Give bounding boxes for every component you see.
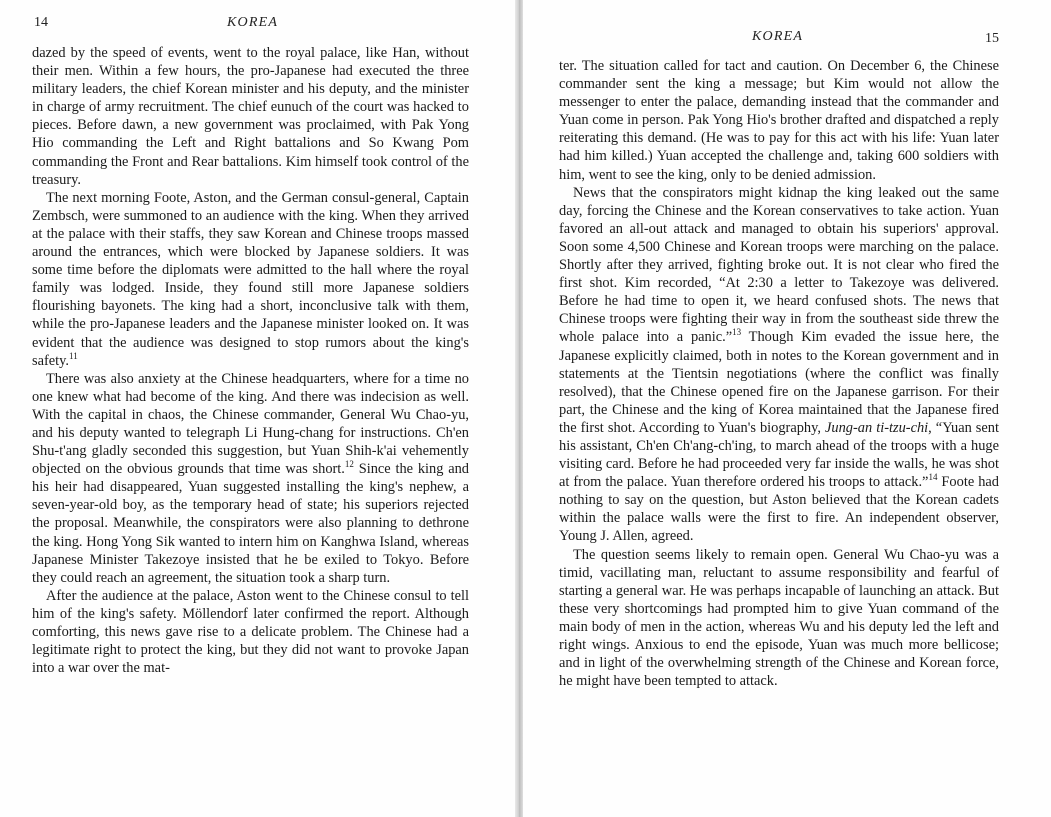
running-head: KOREA — [227, 15, 279, 30]
paragraph — [32, 189, 469, 370]
paragraph — [32, 370, 469, 587]
left-page — [0, 0, 515, 817]
paragraph — [32, 44, 469, 189]
paragraph — [559, 184, 999, 546]
paragraph — [559, 57, 999, 184]
paragraph-text: Foote had nothing to say on the question, but Aston believed that the Korean cadets within the palace walls were the first to fire. An independent observer, Young J. Allen, agreed. — [559, 474, 999, 545]
footnote-marker: 12 — [344, 459, 354, 470]
paragraph-text: ter. The situation called for tact and caution. On December 6, the Chinese commander sent the king a message; but Kim would not allow the messenger to enter the palace, demanding instead that the commander and Yuan come in person. Pak Yong Hio's brother drafted and dispatched a reply reiterating this demand. (He was to pay for this act with his life: Yuan later had him killed.) Yuan accepted the challenge and, taking 600 soldiers with him, went to see the king, only to be denied admission. — [559, 58, 999, 183]
right-page — [523, 0, 1051, 817]
paragraph-text: dazed by the speed of events, went to the royal palace, like Han, without their men. Within a few hours, the pro-Japanese had executed the three military leaders, the chief Korean minister and his deputy, and the minister in charge of army recruitment. The chief eunuch of the court was hacked to pieces. Before dawn, a new government was proclaimed, with Pak Yong Hio commanding the Left and Right battalions and So Kwang Pom commanding the Front and Rear battalions. Kim himself took control of the treasury. — [32, 45, 469, 188]
right-body-text — [559, 57, 999, 690]
left-body-text — [32, 44, 469, 677]
footnote-marker: 14 — [928, 472, 938, 483]
book-gutter — [515, 0, 523, 817]
paragraph-text: , “Yuan sent his assistant, Ch'en Ch'ang-ch'ing, to march ahead of the troops with a huge visiting card. Before he had proceeded very far inside the walls, he was shot at from the palace. Yuan therefore ordered his troops to attack.” — [559, 419, 999, 491]
paragraph-text: After the audience at the palace, Aston went to the Chinese consul to tell him of the king's safety. Möllendorf later confirmed the report. Although comforting, this news gave rise to a delicate problem. The Chinese had a legitimate right to protect the king, but they did not want to provoke Japan into a war over the mat- — [32, 587, 469, 677]
paragraph — [32, 587, 469, 677]
paragraph-text: There was also anxiety at the Chinese headquarters, where for a time no one knew what had become of the king. And there was indecision as well. With the capital in chaos, the Chinese commander, General Wu Chao-yu, and his deputy wanted to telegraph Li Hung-chang for instructions. Ch'en Shu-t'ang gladly seconded this suggestion, but Yuan Shih-k'ai vehemently objected on the obvious grounds that time was short. — [32, 370, 469, 478]
page-number: 14 — [34, 15, 48, 30]
paragraph-text: The next morning Foote, Aston, and the German consul-general, Captain Zembsch, were summoned to an audience with the king. When they arrived at the palace with their staffs, they saw Korean and Chinese troops massed around the entrances, which were blocked by Japanese soldiers. It was some time before the diplomats were admitted to the hall where the royal family was lodged. Inside, they found still more Japanese soldiers flourishing bayonets. The king had a short, inconclusive talk with them, while the pro-Japanese leaders and the Japanese minister looked on. It was evident that the audience was designed to stop rumors about the king's safety. — [32, 189, 469, 369]
paragraph-text: Though Kim evaded the issue here, the Japanese explicitly claimed, both in notes to the Korean government and in statements at the Tientsin negotiations (where the conflict was finally resolved), that the Chinese opened fire on the Japanese garrison. For their part, the Chinese and the king of Korea maintained that the Japanese fired the first shot. According to Yuan's biography, — [559, 329, 1000, 436]
paragraph-text: News that the conspirators might kidnap the king leaked out the same day, forcing the Chinese and the Korean conservatives to take action. Yuan favored an all-out attack and managed to obtain his superiors' approval. Soon some 4,500 Chinese and Korean troops were marching on the palace. Shortly after they arrived, fighting broke out. It is not clear who fired the first shot. Kim recorded, “At 2:30 a letter to Takezoye was delivered. Before he had time to open it, we heard confused shots. The news that Chinese troops were fighting their way in from the southeast side threw the whole palace into a panic.” — [559, 184, 999, 346]
footnote-marker: 11 — [69, 350, 78, 361]
paragraph — [559, 546, 999, 691]
book-title-italic: Jung-an ti-tzu-chi — [825, 419, 929, 436]
paragraph-text: The question seems likely to remain open. General Wu Chao-yu was a timid, vacillating man, reluctant to assume responsibility and fearful of starting a general war. He was perhaps incapable of launching an attack. But these very shortcomings had prompted him to give Yuan command of the main body of men in the action, whereas Wu and his deputy led the left and right wings. Anxious to end the episode, Yuan was much more bellicose; and in light of the overwhelming strength of the Chinese and Korean force, he might have been tempted to attack. — [559, 546, 999, 690]
running-head: KOREA — [752, 29, 804, 44]
page-number: 15 — [985, 31, 999, 46]
footnote-marker: 13 — [732, 327, 742, 338]
paragraph-text: Since the king and his heir had disappeared, Yuan suggested installing the king's nephew, a seven-year-old boy, as the temporary head of state; his superiors rejected the proposal. Meanwhile, the conspirators were also planning to dethrone the king. Hong Yong Sik wanted to intern him on Kanghwa Island, whereas Japanese Minister Takezoye insisted that he be exiled to Tokyo. Before they could reach an agreement, the situation took a sharp turn. — [32, 461, 470, 586]
